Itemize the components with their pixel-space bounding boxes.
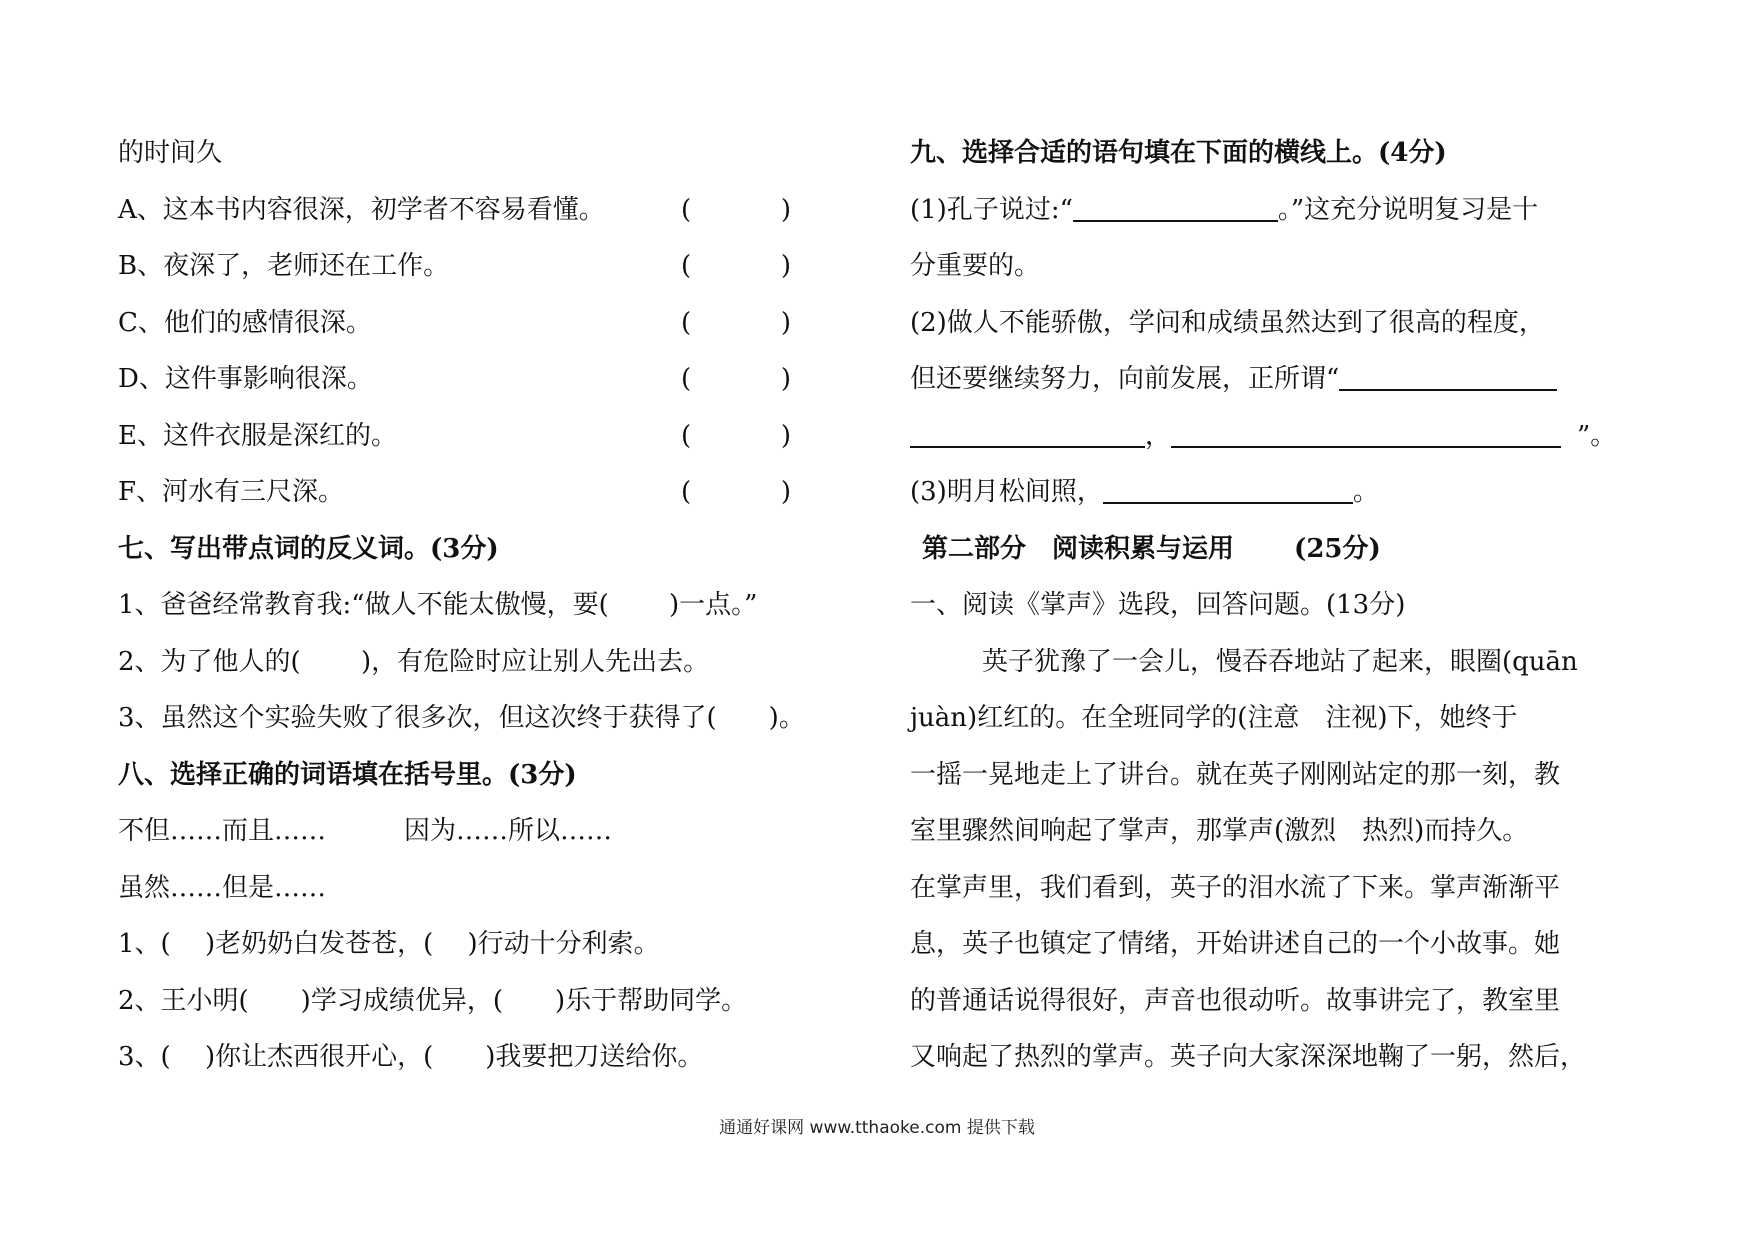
answer-paren[interactable]: ( ) — [681, 307, 791, 338]
passage-line: 息，英子也镇定了情绪，开始讲述自己的一个小故事。她 — [910, 929, 1561, 959]
right-column — [910, 125, 1670, 1086]
q8-item-1[interactable]: 1、( )老奶奶白发苍苍，( )行动十分利索。 — [118, 929, 660, 959]
q8-title: 八、选择正确的词语填在括号里。(3分) — [118, 759, 577, 790]
left-column — [118, 125, 878, 1086]
q9-item-2-blank-line: ， ”。 — [910, 408, 1670, 465]
fill-blank[interactable] — [910, 416, 1145, 448]
q9-item-1-cont: 分重要的。 — [910, 251, 1041, 281]
fill-blank[interactable] — [1103, 472, 1353, 504]
q7-item-1[interactable]: 1、爸爸经常教育我:“做人不能太傲慢，要( )一点。” — [118, 590, 758, 620]
q9-title: 九、选择合适的语句填在下面的横线上。(4分) — [910, 138, 1447, 168]
option-f: F、河水有三尺深。 ( ) — [118, 464, 878, 521]
option-e: E、这件衣服是深红的。 ( ) — [118, 408, 878, 465]
passage-line: 一摇一晃地走上了讲台。就在英子刚刚站定的那一刻，教 — [910, 759, 1561, 790]
reading-1-title: 一、阅读《掌声》选段，回答问题。(13分) — [910, 590, 1406, 620]
q9-item-2-cont: 但还要继续努力，向前发展，正所谓“ — [910, 351, 1670, 408]
q8-word-bank-2: 虽然……但是…… — [118, 872, 327, 903]
option-d: D、这件事影响很深。 ( ) — [118, 351, 878, 408]
option-b: B、夜深了，老师还在工作。 ( ) — [118, 238, 878, 295]
fill-blank[interactable] — [1171, 416, 1561, 448]
passage-line: 英子犹豫了一会儿，慢吞吞地站了起来，眼圈(quān — [982, 646, 1578, 677]
passage-line: 的普通话说得很好，声音也很动听。故事讲完了，教室里 — [910, 985, 1561, 1016]
q8-item-2[interactable]: 2、王小明( )学习成绩优异，( )乐于帮助同学。 — [118, 985, 748, 1016]
passage-line: juàn)红红的。在全班同学的(注意 注视)下，她终于 — [910, 703, 1518, 733]
fill-blank[interactable] — [1073, 190, 1278, 222]
q7-item-2[interactable]: 2、为了他人的( )，有危险时应让别人先出去。 — [118, 646, 710, 677]
continued-line: 的时间久 — [118, 138, 223, 168]
passage-line: 在掌声里，我们看到，英子的泪水流了下来。掌声渐渐平 — [910, 872, 1561, 903]
q7-title: 七、写出带点词的反义词。(3分) — [118, 533, 499, 564]
option-c: C、他们的感情很深。 ( ) — [118, 295, 878, 352]
q9-item-2: (2)做人不能骄傲，学问和成绩虽然达到了很高的程度， — [910, 307, 1545, 338]
option-a: A、这本书内容很深，初学者不容易看懂。 ( ) — [118, 182, 878, 239]
q9-item-1: (1)孔子说过:“ 。”这充分说明复习是十 — [910, 182, 1670, 239]
fill-blank[interactable] — [1339, 359, 1557, 391]
passage-line: 室里骤然间响起了掌声，那掌声(激烈 热烈)而持久。 — [910, 816, 1529, 846]
q8-word-bank-1: 不但……而且…… 因为……所以…… — [118, 816, 613, 846]
answer-paren[interactable]: ( ) — [681, 194, 791, 225]
answer-paren[interactable]: ( ) — [681, 477, 791, 507]
answer-paren[interactable]: ( ) — [681, 251, 791, 281]
q7-item-3[interactable]: 3、虽然这个实验失败了很多次，但这次终于获得了( )。 — [118, 703, 805, 733]
q8-item-3[interactable]: 3、( )你让杰西很开心，( )我要把刀送给你。 — [118, 1042, 704, 1072]
q9-item-3: (3)明月松间照， 。 — [910, 464, 1670, 521]
passage-line: 又响起了热烈的掌声。英子向大家深深地鞠了一躬，然后， — [910, 1042, 1587, 1072]
page-footer: 通通好课网 www.tthaoke.com 提供下载 — [719, 1118, 1035, 1138]
part2-title: 第二部分 阅读积累与运用 (25分) — [922, 533, 1381, 564]
answer-paren[interactable]: ( ) — [681, 364, 791, 394]
answer-paren[interactable]: ( ) — [681, 420, 791, 451]
